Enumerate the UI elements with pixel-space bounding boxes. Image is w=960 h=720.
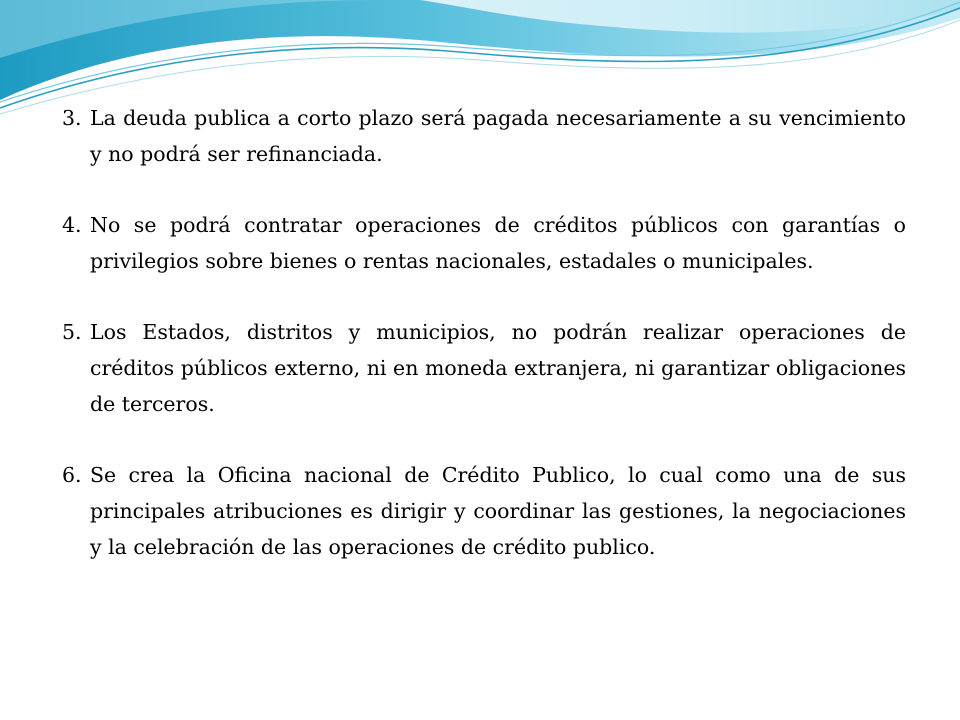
item-text: Se crea la Oficina nacional de Crédito Publico, lo cual como una de sus principales atribuciones es dirigir y coordinar las gestiones, la negociaciones y la celebración de las operaciones de crédito publico. (90, 463, 906, 559)
item-number: 5. (62, 320, 82, 344)
list-item-3 (62, 100, 906, 172)
item-number: 6. (62, 463, 82, 487)
item-text: Los Estados, distritos y municipios, no podrán realizar operaciones de créditos públicos externo, ni en moneda extranjera, ni garantizar obligaciones de terceros. (90, 320, 906, 416)
item-text: La deuda publica a corto plazo será pagada necesariamente a su vencimiento y no podrá ser refinanciada. (90, 106, 906, 166)
numbered-list (62, 100, 906, 600)
item-number: 4. (62, 213, 82, 237)
list-item-4 (62, 207, 906, 279)
item-text: No se podrá contratar operaciones de créditos públicos con garantías o privilegios sobre bienes o rentas nacionales, estadales o municipales. (90, 213, 906, 273)
list-item-5 (62, 314, 906, 422)
item-number: 3. (62, 106, 82, 130)
list-item-6 (62, 457, 906, 565)
